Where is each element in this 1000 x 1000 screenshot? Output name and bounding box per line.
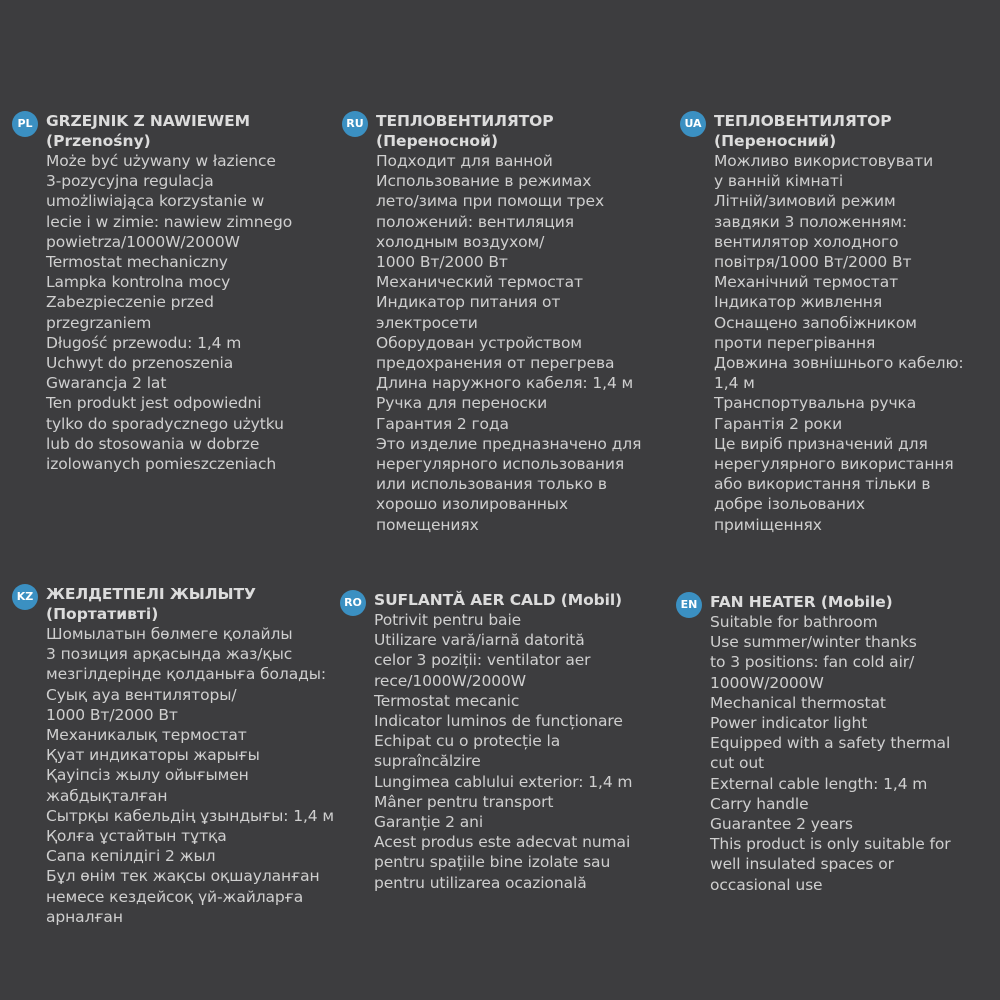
feature-line: to 3 positions: fan cold air/ [710, 653, 915, 672]
feature-line: occasional use [710, 875, 823, 894]
language-badge-pl: PL [12, 111, 38, 137]
panel-subtitle-ua: (Переносний) [714, 132, 837, 150]
feature-line: Қолға ұстайтын тұтқа [46, 827, 227, 846]
feature-line: Ten produkt jest odpowiedni [46, 394, 262, 413]
feature-line: Use summer/winter thanks [710, 633, 917, 652]
panel-ro [344, 590, 674, 893]
panel-subtitle-pl: (Przenośny) [46, 132, 151, 150]
feature-line: положений: вентиляция [376, 212, 574, 231]
feature-line: Acest produs este adecvat numai [374, 833, 631, 852]
language-badge-ua: UA [680, 111, 706, 137]
feature-line: помещениях [376, 515, 479, 534]
feature-line: 1000W/2000W [710, 673, 824, 692]
feature-line: проти перегрівання [714, 333, 876, 352]
panel-title-ro: SUFLANTĂ AER CALD (Mobil) [374, 591, 623, 609]
feature-line: well insulated spaces or [710, 855, 894, 874]
feature-line: Termostat mecanic [374, 691, 520, 710]
feature-line: izolowanych pomieszczeniach [46, 455, 277, 474]
feature-line: завдяки 3 положенням: [714, 212, 907, 231]
feature-line: Termostat mechaniczny [46, 253, 228, 272]
feature-line: Бұл өнім тек жақсы оқшауланған [46, 867, 320, 886]
feature-line: This product is only suitable for [710, 835, 951, 854]
feature-line: cut out [710, 754, 765, 773]
feature-line: tylko do sporadycznego użytku [46, 414, 284, 433]
feature-line: Długość przewodu: 1,4 m [46, 333, 242, 352]
feature-line: Длина наружного кабеля: 1,4 м [376, 374, 634, 393]
panel-ua [684, 111, 1000, 535]
feature-line: Gwarancja 2 lat [46, 374, 167, 393]
feature-line: Lungimea cablului exterior: 1,4 m [374, 772, 633, 791]
feature-list-ua [714, 151, 1000, 535]
feature-line: Echipat cu o protecție la [374, 732, 561, 751]
feature-line: Оснащено запобіжником [714, 313, 917, 332]
panel-title-pl: GRZEJNIK Z NAWIEWEM [46, 112, 250, 130]
feature-line: Сапа кепілдігі 2 жыл [46, 847, 216, 866]
feature-line: Гарантия 2 года [376, 414, 509, 433]
feature-line: Оборудован устройством [376, 333, 582, 352]
feature-list-ru [376, 151, 676, 535]
panel-title-ua: ТЕПЛОВЕНТИЛЯТОР [714, 112, 892, 130]
feature-line: lub do stosowania w dobrze [46, 434, 260, 453]
feature-line: Uchwyt do przenoszenia [46, 354, 234, 373]
feature-line: добре ізольованих [714, 495, 865, 514]
feature-line: нерегулярного використання [714, 455, 954, 474]
feature-line: Шомылатын бөлмеге қолайлы [46, 625, 293, 643]
feature-line: Можливо використовувати [714, 152, 934, 170]
feature-line: Механикалық термостат [46, 726, 247, 745]
feature-line: 1000 Вт/2000 Вт [376, 253, 508, 272]
feature-line: Суық ауа вентиляторы/ [46, 685, 237, 704]
feature-line: Це виріб призначений для [714, 434, 928, 453]
feature-line: немесе кездейсоқ үй-жайларға [46, 887, 304, 906]
feature-line: 3 позиция арқасында жаз/қыс [46, 645, 293, 664]
feature-line: мезгілдерінде қолданыға болады: [46, 665, 326, 684]
feature-line: Подходит для ванной [376, 152, 553, 170]
feature-line: Equipped with a safety thermal [710, 734, 951, 753]
feature-line: Zabezpieczenie przed [46, 293, 214, 312]
feature-line: lecie i w zimie: nawiew zimnego [46, 212, 293, 231]
feature-line: Może być używany w łazience [46, 152, 276, 170]
panel-kz [16, 584, 346, 927]
feature-line: Использование в режимах [376, 172, 592, 191]
feature-line: Қауіпсіз жылу ойығымен [46, 766, 249, 785]
panel-subtitle-ru: (Переносной) [376, 132, 499, 150]
feature-line: электросети [376, 313, 478, 332]
language-badge-ru: RU [342, 111, 368, 137]
panel-subtitle-kz: (Портативті) [46, 605, 159, 623]
feature-line: pentru utilizarea ocazională [374, 873, 587, 892]
language-badge-kz: KZ [12, 584, 38, 610]
feature-line: Carry handle [710, 794, 809, 813]
feature-line: Это изделие предназначено для [376, 434, 642, 453]
feature-line: Қуат индикаторы жарығы [46, 746, 260, 765]
feature-line: Транспортувальна ручка [714, 394, 917, 413]
feature-line: rece/1000W/2000W [374, 671, 527, 690]
feature-line: Garanție 2 ani [374, 813, 484, 832]
feature-line: Довжина зовнішнього кабелю: [714, 354, 964, 373]
feature-line: Механічний термостат [714, 273, 899, 292]
feature-list-kz [46, 624, 346, 927]
panel-title-ru: ТЕПЛОВЕНТИЛЯТОР [376, 112, 554, 130]
feature-line: или использования только в [376, 475, 607, 494]
feature-line: Mechanical thermostat [710, 693, 886, 712]
feature-line: Guarantee 2 years [710, 815, 853, 834]
panel-ru [346, 111, 676, 535]
feature-line: арналған [46, 907, 123, 926]
panel-en [680, 592, 1000, 895]
feature-line: лето/зима при помощи трех [376, 192, 605, 211]
feature-line: жабдықталған [46, 786, 168, 805]
feature-line: Lampka kontrolna mocy [46, 273, 231, 292]
feature-line: Mâner pentru transport [374, 792, 554, 811]
feature-line: 1000 Вт/2000 Вт [46, 705, 178, 724]
feature-line: celor 3 poziții: ventilator aer [374, 651, 591, 670]
feature-line: umożliwiająca korzystanie w [46, 192, 265, 211]
feature-line: 1,4 м [714, 374, 755, 393]
feature-line: przegrzaniem [46, 313, 152, 332]
feature-line: приміщеннях [714, 515, 822, 534]
feature-line: Индикатор питания от [376, 293, 561, 312]
feature-line: supraîncălzire [374, 752, 481, 771]
feature-list-en [710, 612, 1000, 895]
feature-line: повітря/1000 Вт/2000 Вт [714, 253, 912, 272]
feature-line: Ручка для переноски [376, 394, 548, 413]
feature-line: powietrza/1000W/2000W [46, 232, 240, 251]
feature-line: pentru spațiile bine izolate sau [374, 853, 611, 872]
feature-line: нерегулярного использования [376, 455, 625, 474]
feature-line: Гарантія 2 роки [714, 414, 843, 433]
panel-pl [17, 111, 346, 474]
feature-list-pl [46, 151, 346, 474]
feature-line: Power indicator light [710, 714, 868, 733]
feature-line: Suitable for bathroom [710, 613, 878, 631]
feature-line: 3-pozycyjna regulacja [46, 172, 214, 191]
language-badge-en: EN [676, 592, 702, 618]
feature-line: Utilizare vară/iarnă datorită [374, 631, 585, 650]
panel-title-en: FAN HEATER (Mobile) [710, 593, 893, 611]
panel-title-kz: ЖЕЛДЕТПЕЛІ ЖЫЛЫТУ [46, 585, 256, 603]
feature-line: предохранения от перегрева [376, 354, 615, 373]
feature-line: Сытрқы кабельдің ұзындығы: 1,4 м [46, 806, 334, 825]
feature-line: External cable length: 1,4 m [710, 774, 928, 793]
feature-line: або використання тільки в [714, 475, 931, 494]
feature-line: Potrivit pentru baie [374, 611, 522, 629]
feature-line: Літній/зимовий режим [714, 192, 896, 211]
feature-line: у ванній кімнаті [714, 172, 844, 191]
feature-line: Indicator luminos de funcționare [374, 712, 623, 731]
language-badge-ro: RO [340, 590, 366, 616]
feature-line: хорошо изолированных [376, 495, 568, 514]
feature-line: Механический термостат [376, 273, 583, 292]
feature-line: холодным воздухом/ [376, 232, 545, 251]
feature-line: вентилятор холодного [714, 232, 899, 251]
feature-list-ro [374, 610, 674, 893]
feature-line: Індикатор живлення [714, 293, 883, 312]
